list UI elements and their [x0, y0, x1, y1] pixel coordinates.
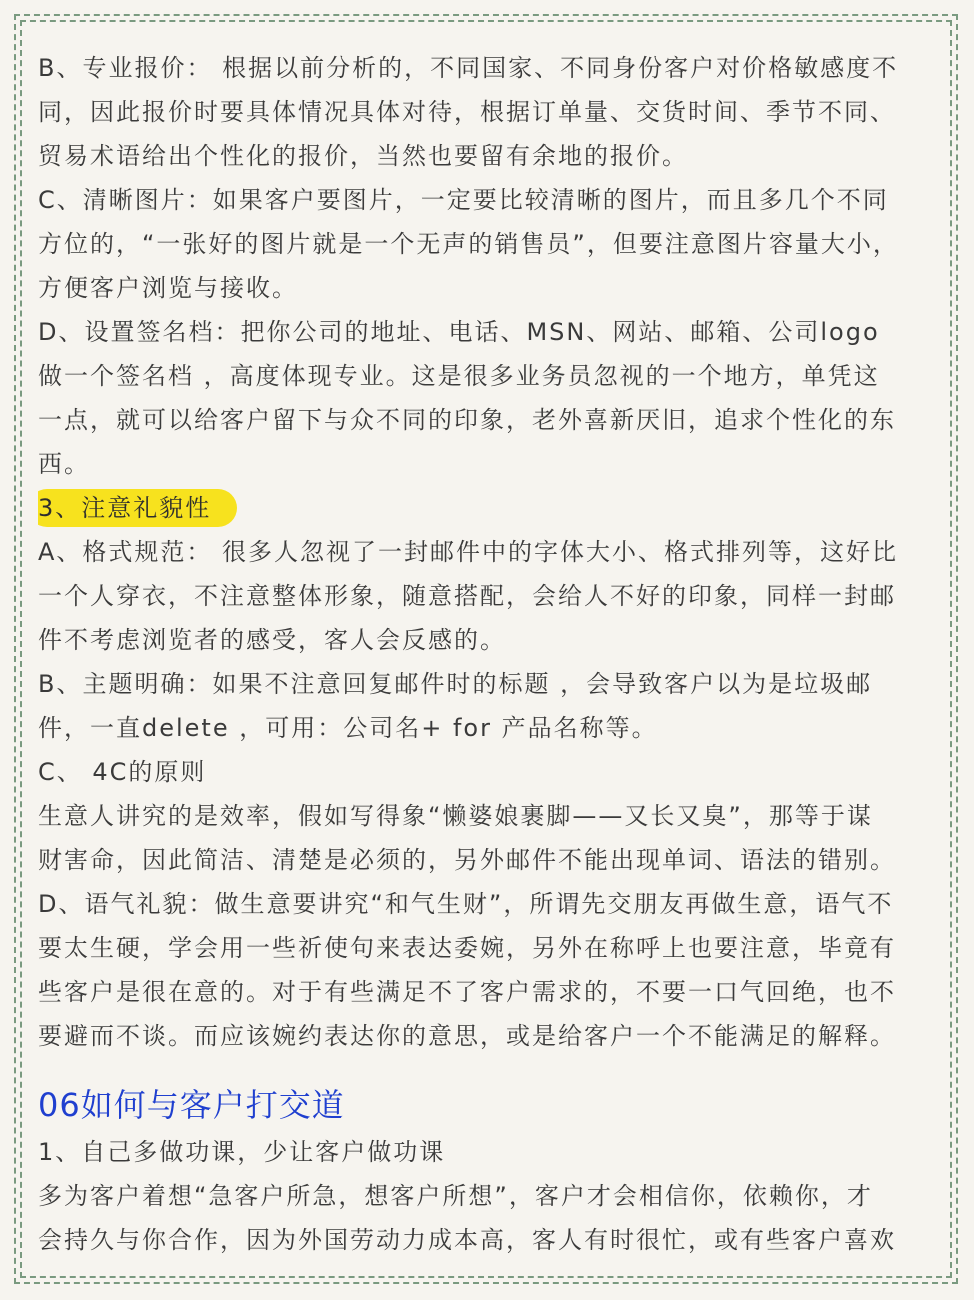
- highlighted-subheading: 3、注意礼貌性: [38, 489, 237, 527]
- text-line: A、格式规范： 很多人忽视了一封邮件中的字体大小、格式排列等，这好比: [38, 538, 899, 566]
- text-line: 些客户是很在意的。对于有些满足不了客户需求的，不要一口气回绝，也不: [38, 978, 896, 1006]
- text-line: 件不考虑浏览者的感受，客人会反感的。: [38, 626, 506, 654]
- paragraph-group-middle: [38, 530, 948, 1058]
- text-line: 贸易术语给出个性化的报价，当然也要留有余地的报价。: [38, 142, 688, 170]
- text-line: 同，因此报价时要具体情况具体对待，根据订单量、交货时间、季节不同、: [38, 98, 896, 126]
- text-line: 多为客户着想“急客户所急，想客户所想”，客户才会相信你，依赖你，才: [38, 1182, 873, 1210]
- text-line: 1、自己多做功课，少让客户做功课: [38, 1138, 446, 1166]
- text-line: B、主题明确：如果不注意回复邮件时的标题 ，会导致客户以为是垃圾邮: [38, 670, 873, 698]
- text-line: 方便客户浏览与接收。: [38, 274, 298, 302]
- text-line: C、清晰图片：如果客户要图片，一定要比较清晰的图片，而且多几个不同: [38, 186, 889, 214]
- paragraph-group-bottom: [38, 1130, 948, 1262]
- text-line: 一点，就可以给客户留下与众不同的印象，老外喜新厌旧，追求个性化的东: [38, 406, 896, 434]
- text-line: 方位的，“一张好的图片就是一个无声的销售员”，但要注意图片容量大小，: [38, 230, 899, 258]
- text-line: 要太生硬，学会用一些祈使句来表达委婉，另外在称呼上也要注意，毕竟有: [38, 934, 896, 962]
- text-line: 要避而不谈。而应该婉约表达你的意思，或是给客户一个不能满足的解释。: [38, 1022, 896, 1050]
- text-line: C、 4C的原则: [38, 758, 207, 786]
- section-heading: 06如何与客户打交道: [38, 1086, 345, 1124]
- text-line: 一个人穿衣，不注意整体形象，随意搭配，会给人不好的印象，同样一封邮: [38, 582, 896, 610]
- paragraph-group-top: [38, 46, 948, 486]
- text-line: D、语气礼貌：做生意要讲究“和气生财”，所谓先交朋友再做生意，语气不: [38, 890, 894, 918]
- text-line: 生意人讲究的是效率，假如写得象“懒婆娘裹脚——又长又臭”，那等于谋: [38, 802, 873, 830]
- text-line: 财害命，因此简洁、清楚是必须的，另外邮件不能出现单词、语法的错别。: [38, 846, 896, 874]
- text-line: 会持久与你合作，因为外国劳动力成本高，客人有时很忙，或有些客户喜欢: [38, 1226, 896, 1254]
- text-line: 做一个签名档 ，高度体现专业。这是很多业务员忽视的一个地方，单凭这: [38, 362, 880, 390]
- text-line: 件，一直delete ，可用：公司名+ for 产品名称等。: [38, 714, 658, 742]
- text-line: B、专业报价： 根据以前分析的，不同国家、不同身份客户对价格敏感度不: [38, 54, 899, 82]
- article-body: [38, 46, 948, 1262]
- text-line: D、设置签名档：把你公司的地址、电话、MSN、网站、邮箱、公司logo: [38, 318, 880, 346]
- text-line: 西。: [38, 450, 90, 478]
- subheading-row: [38, 486, 948, 530]
